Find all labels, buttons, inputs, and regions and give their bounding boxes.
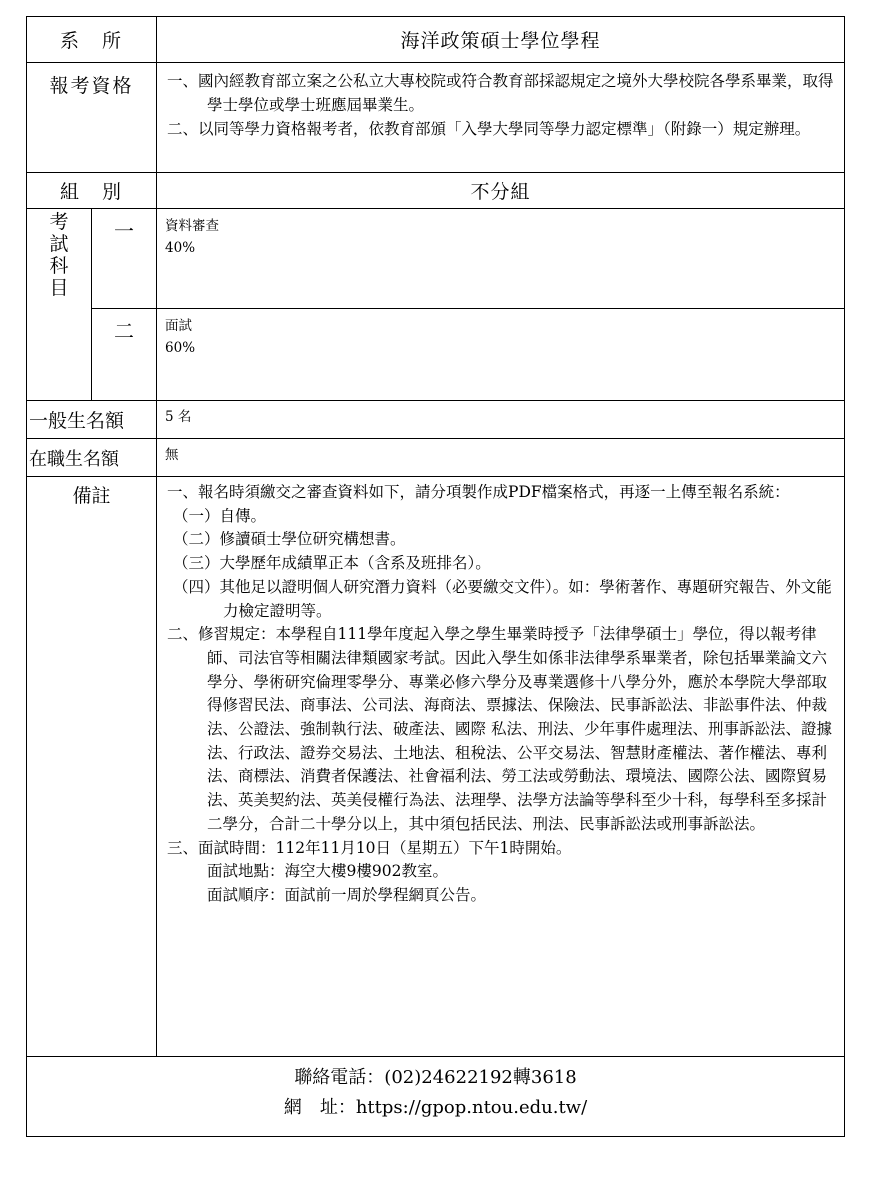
general-quota-label: 一般生名額 [27, 401, 157, 439]
group-value: 不分組 [157, 173, 845, 209]
remarks-interview-order: 面試順序：面試前一周於學程網頁公告。 [207, 885, 487, 904]
remarks-row [27, 477, 845, 1057]
exam-item-weight: 40% [165, 240, 196, 256]
exam-item-content [157, 309, 845, 401]
remarks-content [157, 477, 845, 1057]
exam-row-1 [27, 209, 845, 309]
eligibility-item-1: 一、國內經教育部立案之公私立大專校院或符合教育部採認規定之境外大學校院各學系畢業，取得學士學位或學士班應屆畢業生。 [167, 72, 834, 114]
exam-item-num: 一 [92, 209, 157, 309]
remarks-sub-item: （二）修讀碩士學位研究構想書。 [173, 530, 406, 549]
group-row [27, 173, 845, 209]
remarks-item-3: 三、面試時間：112年11月10日（星期五）下午1時開始。 [167, 838, 572, 857]
dept-label: 系 所 [27, 17, 157, 63]
remarks-label: 備註 [27, 477, 157, 1057]
website-link[interactable]: 網 址：https://gpop.ntou.edu.tw/ [283, 1096, 588, 1118]
contact-row [27, 1057, 845, 1137]
remarks-item-2: 二、修習規定：本學程自111學年度起入學之學生畢業時授予「法律學碩士」學位，得以報考律師、司法官等相關法律類國家考試。因此入學生如係非法律學系畢業者，除包括畢業論文六學分、學術研究倫理零學分、專業必修六學分及專業選修十八學分外，應於本學院大學部取得修習民法、商事法、公司法、海商法、票據法、保險法、民事訴訟法、非訟事件法、仲裁法、公證法、強制執行法、破產法、國際 私法、刑法、少年事件處理法、刑事訴訟法、證據法、行政法、證券交易法、土地法、租稅法、公平交易法、智慧財產權法、著作權法、專利法、商標法、消費者保護法、社會福利法、勞工法或勞動法、環境法、國際公法、國際貿易法、英美契約法、英美侵權行為法、法理學、法學方法論等學科至少十科，每學科至多採計二學分，合計二十學分以上，其中須包括民法、刑法、民事訴訟法或刑事訴訟法。 [167, 625, 832, 833]
eligibility-row [27, 63, 845, 173]
contact-info [27, 1057, 845, 1137]
group-label: 組 別 [27, 173, 157, 209]
exam-row-2 [27, 309, 845, 401]
dept-value: 海洋政策碩士學位學程 [157, 17, 845, 63]
inservice-quota-value: 無 [157, 439, 845, 477]
eligibility-content [157, 63, 845, 173]
dept-row [27, 17, 845, 63]
remarks-sub-item: （一）自傳。 [173, 506, 267, 525]
general-quota-value: 5 名 [157, 401, 845, 439]
exam-item-name: 資料審查 [165, 218, 220, 234]
eligibility-label: 報考資格 [27, 63, 157, 173]
exam-item-num: 二 [92, 309, 157, 401]
exam-item-content [157, 209, 845, 309]
exam-item-weight: 60% [165, 340, 196, 356]
remarks-interview-place: 面試地點：海空大樓9樓902教室。 [207, 862, 448, 881]
admission-info-table [26, 16, 845, 1137]
contact-phone: 聯絡電話：(02)24622192轉3618 [294, 1066, 577, 1088]
remarks-sub-item: （三）大學歷年成績單正本（含系及班排名）。 [173, 554, 491, 573]
exam-item-name: 面試 [165, 318, 193, 334]
eligibility-item-2: 二、以同等學力資格報考者，依教育部頒「入學大學同等學力認定標準」（附錄一）規定辦理。 [167, 120, 811, 138]
general-quota-row [27, 401, 845, 439]
remarks-item-1: 一、報名時須繳交之審查資料如下，請分項製作成PDF檔案格式，再逐一上傳至報名系統： [167, 483, 790, 501]
remarks-sub-item: （四）其他足以證明個人研究潛力資料（必要繳交文件）。如：學術著作、專題研究報告、外文能力檢定證明等。 [173, 577, 832, 620]
inservice-quota-row [27, 439, 845, 477]
inservice-quota-label: 在職生名額 [27, 439, 157, 477]
exam-subjects-label: 考 試 科 目 [27, 209, 92, 401]
